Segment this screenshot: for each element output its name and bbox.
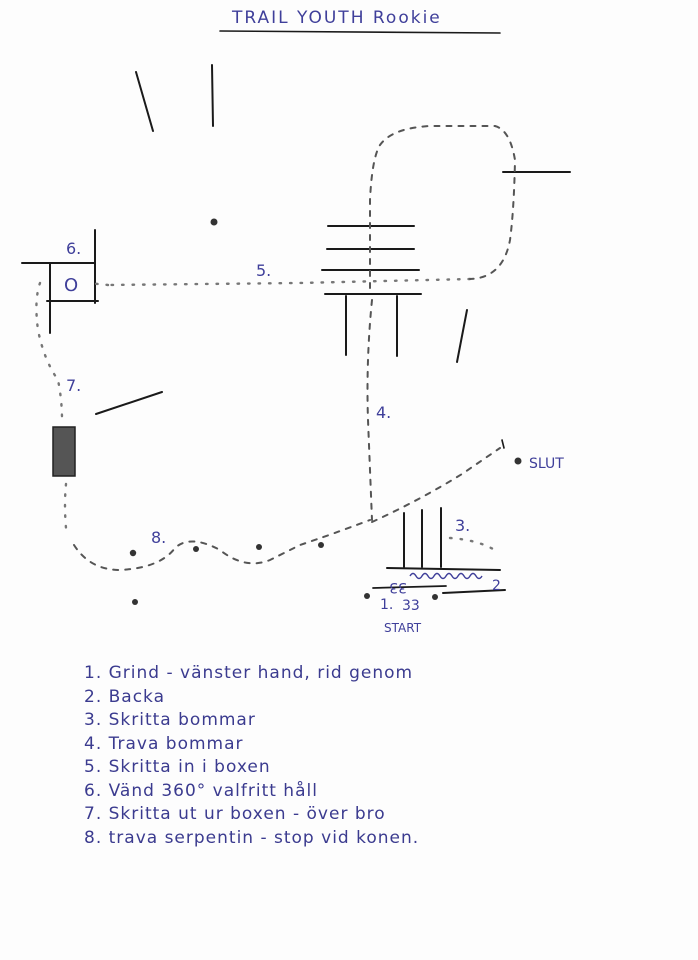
serpentine-label: 8. (151, 528, 167, 547)
legend-item-5: 5. Skritta in i boxen (84, 757, 271, 777)
backup-rail-bottom (373, 586, 446, 588)
bridge (53, 427, 75, 476)
walk-poles (404, 508, 441, 567)
turn-right-path (88, 283, 108, 285)
legend-item-2: 2. Backa (84, 686, 166, 707)
serpentine-path (74, 520, 370, 570)
cone-serpentine-1 (130, 550, 136, 556)
cone-top (211, 219, 218, 226)
exit-box-label: 7. (66, 376, 82, 395)
walk-into-box-path (108, 279, 470, 285)
backup-label: 2 (492, 578, 501, 594)
pole-left-diagonal (96, 392, 162, 414)
course-legend (84, 662, 419, 850)
cone-serpentine-3 (256, 544, 262, 550)
cone-bottom-left (132, 599, 138, 605)
course-title: TRAIL YOUTH Rookie (232, 8, 442, 28)
start-label: START (384, 621, 422, 635)
finish-tick (502, 440, 504, 448)
legend-item-3: 3. Skritta bommar (84, 710, 256, 730)
backup-rail-top (387, 568, 500, 570)
box-number-label: 6. (66, 239, 82, 258)
walk-poles-path (450, 538, 498, 552)
cone-serpentine-4 (318, 542, 324, 548)
bridge-exit-path (65, 484, 66, 528)
cone-start (364, 593, 370, 599)
gate-count-mirrored-label: 33 (389, 579, 407, 595)
box-circle-label: O (64, 275, 79, 296)
legend-item-6: 6. Vänd 360° valfritt håll (84, 780, 318, 801)
legend-item-7: 7. Skritta ut ur boxen - över bro (84, 804, 386, 824)
pole-top-left-slanted (136, 72, 153, 131)
trot-poles-path (368, 300, 373, 520)
into-box-label: 5. (256, 261, 272, 280)
pole-right-slanted (457, 310, 467, 362)
legend-item-4: 4. Trava bommar (84, 733, 244, 754)
trot-poles-label: 4. (376, 403, 392, 422)
top-loop-path (370, 126, 515, 288)
central-poles (322, 226, 421, 356)
backup-squiggle (410, 574, 482, 579)
cone-gate-right (432, 594, 438, 600)
cone-serpentine-2 (193, 546, 199, 552)
cone-finish (515, 458, 522, 465)
finish-path (372, 448, 500, 522)
legend-item-1: 1. Grind - vänster hand, rid genom (84, 663, 414, 683)
gate-count-label: 33 (402, 598, 420, 614)
title-underline (220, 31, 500, 33)
legend-item-8: 8. trava serpentin - stop vid konen. (84, 827, 420, 848)
finish-label: SLUT (529, 456, 564, 472)
gate-number-label: 1. (380, 597, 394, 613)
box-obstacle (22, 230, 98, 333)
walk-poles-label: 3. (455, 516, 471, 535)
pole-top-vertical (212, 65, 213, 126)
